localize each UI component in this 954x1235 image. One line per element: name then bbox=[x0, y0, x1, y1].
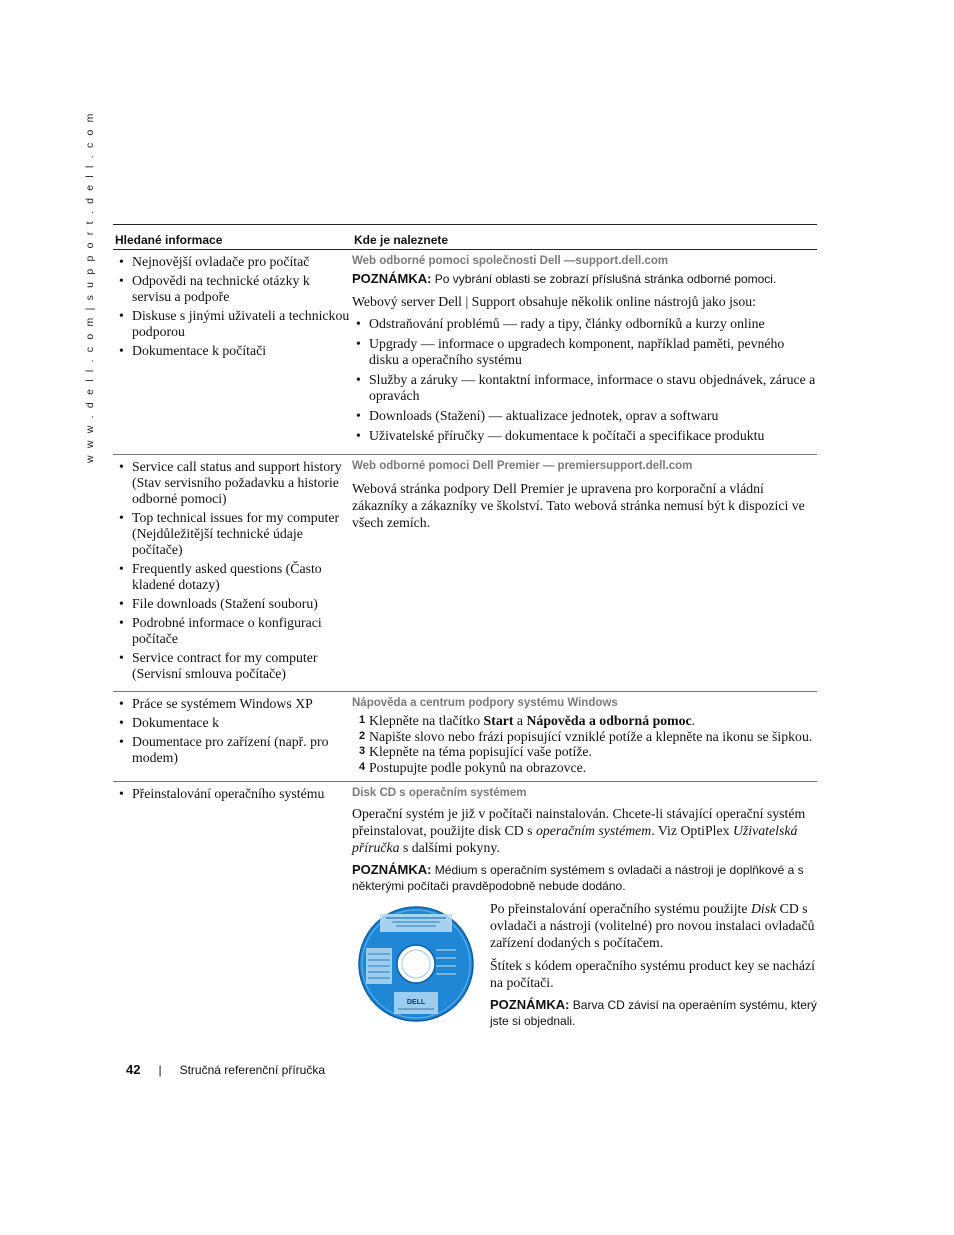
paragraph bbox=[352, 805, 817, 856]
info-table bbox=[113, 224, 817, 1041]
row1-left-list bbox=[113, 254, 352, 359]
note-text: Médium s operačním systémem s ovladači a nástroji je doplňkové a s některými počítači pravděpodobně nebude dodáno. bbox=[352, 863, 804, 893]
text-run: Uživatelská příručka bbox=[352, 823, 798, 855]
step-help-label: Nápověda a odborná pomoc bbox=[526, 713, 692, 728]
note-text: Po vybrání oblasti se zobrazí příslušná stránka odborné pomoci. bbox=[431, 272, 777, 286]
text-run: Disk bbox=[750, 901, 777, 916]
list-item: • Dokumentace k počítači bbox=[113, 343, 352, 359]
step-item bbox=[352, 744, 817, 760]
list-item: • Nejnovější ovladače pro počítač bbox=[113, 254, 352, 270]
row2-left-list bbox=[113, 459, 352, 682]
paragraph: Webový server Dell | Support obsahuje několik online nástrojů jako jsou: bbox=[352, 294, 756, 309]
table-header bbox=[113, 225, 817, 250]
section-title-support: Web odborné pomoci společnosti Dell —support.dell.com bbox=[352, 255, 669, 267]
step-number: 2 bbox=[359, 729, 366, 742]
section-title-windows-help: Nápověda a centrum podpory systému Windows bbox=[352, 697, 618, 709]
text-run: Po přeinstalování operačního systému použijte bbox=[490, 901, 751, 916]
footer-separator: | bbox=[158, 1062, 162, 1077]
step-text: a bbox=[513, 713, 527, 728]
note bbox=[490, 997, 817, 1029]
header-hledane: Hledané informace bbox=[115, 233, 223, 247]
list-item: • Práce se systémem Windows XP bbox=[113, 696, 352, 712]
list-item: • Přeinstalování operačního systému bbox=[113, 786, 352, 802]
note bbox=[352, 862, 817, 894]
text-run: operačním systémem bbox=[535, 823, 652, 838]
list-item: • Downloads (Stažení) — aktualizace jednotek, oprav a softwaru bbox=[352, 408, 817, 424]
list-item: • Odstraňování problémů — rady a tipy, články odborníků a kurzy online bbox=[352, 316, 817, 332]
list-item: • Service call status and support history (Stav servisního požadavku a historie odborné pomoci) bbox=[113, 459, 352, 507]
step-text: Postupujte podle pokynů na obrazovce. bbox=[369, 759, 587, 775]
section-title-premier: Web odborné pomoci Dell Premier — premiersupport.dell.com bbox=[352, 460, 693, 472]
list-item: • Služby a záruky — kontaktní informace, informace o stavu objednávek, záruce a opravách bbox=[352, 372, 817, 404]
note bbox=[352, 271, 817, 287]
section-title-os-cd: Disk CD s operačním systémem bbox=[352, 787, 527, 799]
table-row bbox=[113, 782, 817, 1041]
cd-image bbox=[352, 900, 490, 1028]
list-item: • Diskuse s jinými uživateli a technickou podporou bbox=[113, 308, 352, 340]
step-item bbox=[352, 729, 817, 745]
side-url: w w w . d e l l . c o m | s u p p o r t . d e l l . c o m bbox=[84, 111, 96, 463]
step-number: 3 bbox=[359, 745, 366, 757]
header-kde: Kde je naleznete bbox=[354, 233, 449, 247]
cd-block bbox=[352, 900, 817, 1035]
note-label: POZNÁMKA: bbox=[490, 997, 570, 1012]
step-start-label: Start bbox=[483, 713, 514, 728]
table-row bbox=[113, 455, 817, 692]
text-run: s dalšími pokyny. bbox=[399, 840, 500, 855]
text-run: CD s ovladači a nástroji (volitelné) pro novou instalaci ovladačů zařízení dodaných s počítačem. bbox=[490, 901, 815, 950]
list-item: • Uživatelské příručky — dokumentace k počítači a specifikace produktu bbox=[352, 428, 817, 444]
list-item: • Service contract for my computer (Servisní smlouva počítače) bbox=[113, 650, 352, 682]
steps-list bbox=[352, 713, 817, 775]
step-number: 4 bbox=[359, 760, 366, 773]
cd-disc-icon bbox=[352, 900, 482, 1026]
cd-brand-logo: DELL bbox=[406, 999, 426, 1006]
table-row bbox=[113, 692, 817, 782]
page-footer bbox=[126, 1062, 325, 1077]
note-text: Barva CD závisí na operaèním systému, který jste si objednali. bbox=[490, 998, 817, 1028]
list-item: • File downloads (Stažení souboru) bbox=[113, 596, 352, 612]
paragraph: Štítek s kódem operačního systému product key se nachází na počítači. bbox=[490, 958, 815, 990]
list-item: • Upgrady — informace o upgradech komponent, například paměti, pevného disku a operačního systému bbox=[352, 336, 817, 368]
list-item: • Odpovědi na technické otázky k servisu a podpoře bbox=[113, 273, 352, 305]
cd-text bbox=[490, 900, 817, 1035]
step-text: Klepněte na téma popisující vaše potíže. bbox=[369, 744, 592, 759]
row3-left-list bbox=[113, 696, 352, 766]
row4-left-list bbox=[113, 786, 352, 802]
step-text: . bbox=[691, 713, 696, 728]
step-item bbox=[352, 713, 817, 729]
text-run: Operační systém je již v počítači nainstalován. Chcete-li stávající operační systém přeinstalovat, použijte disk CD s bbox=[352, 806, 806, 838]
row1-right-list bbox=[352, 316, 817, 444]
paragraph bbox=[490, 900, 817, 951]
footer-title: Stručná referenční příručka bbox=[179, 1062, 325, 1077]
step-text: Napište slovo nebo frázi popisující vzniklé potíže a klepněte na ikonu se šipkou. bbox=[369, 728, 813, 744]
step-number: 1 bbox=[359, 714, 366, 726]
text-run: . Viz OptiPlex bbox=[651, 823, 733, 838]
step-item bbox=[352, 760, 817, 776]
note-label: POZNÁMKA: bbox=[352, 271, 432, 286]
note-label: POZNÁMKA: bbox=[352, 862, 432, 877]
table-row bbox=[113, 250, 817, 455]
paragraph: Webová stránka podpory Dell Premier je upravena pro korporační a vládní zákazníky a zákazníky ve školství. Tato webová stránka nemusí být k dispozici ve všech zemích. bbox=[352, 481, 805, 530]
list-item: • Dokumentace k bbox=[113, 715, 352, 731]
list-item: • Doumentace pro zařízení (např. pro modem) bbox=[113, 734, 352, 766]
list-item: • Podrobné informace o konfiguraci počítače bbox=[113, 615, 352, 647]
page-number: 42 bbox=[126, 1062, 141, 1077]
list-item: • Frequently asked questions (Často kladené dotazy) bbox=[113, 561, 352, 593]
list-item: • Top technical issues for my computer (Nejdůležitější technické údaje počítače) bbox=[113, 510, 352, 558]
step-text: Klepněte na tlačítko bbox=[369, 713, 484, 728]
